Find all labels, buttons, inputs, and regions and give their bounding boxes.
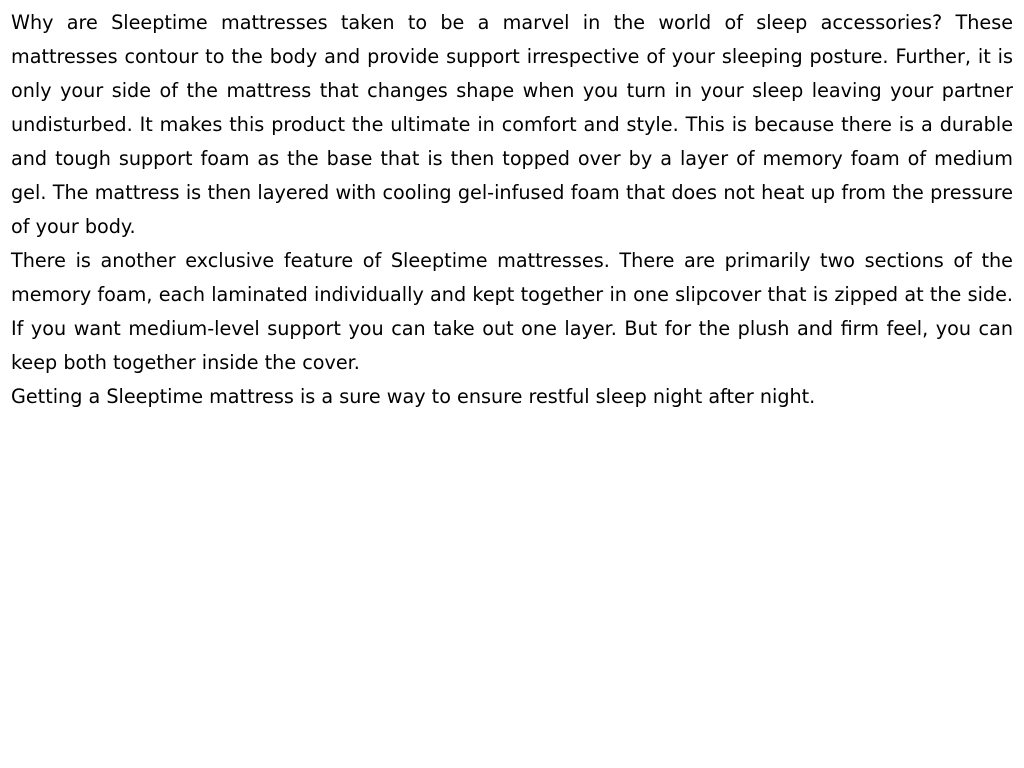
paragraph-3: Getting a Sleeptime mattress is a sure way to ensure restful sleep night after night. <box>11 385 816 408</box>
paragraph-1: Why are Sleeptime mattresses taken to be a marvel in the world of sleep accessories? These mattresses contour to the body and provide support irrespective of your sleeping posture. Further, it is only your side of the mattress that changes shape when you turn in your sleep leaving your partner undisturbed. It makes this product the ultimate in comfort and style. This is because there is a durable and tough support foam as the base that is then topped over by a layer of memory foam of medium gel. The mattress is then layered with cooling gel-infused foam that does not heat up from the pressure of your body. <box>11 11 1013 238</box>
paragraph-2: There is another exclusive feature of Sleeptime mattresses. There are primarily two sections of the memory foam, each laminated individually and kept together in one slipcover that is zipped at the side. If you want medium-level support you can take out one layer. But for the plush and firm feel, you can keep both together inside the cover. <box>11 249 1013 374</box>
body-text <box>11 6 1013 414</box>
